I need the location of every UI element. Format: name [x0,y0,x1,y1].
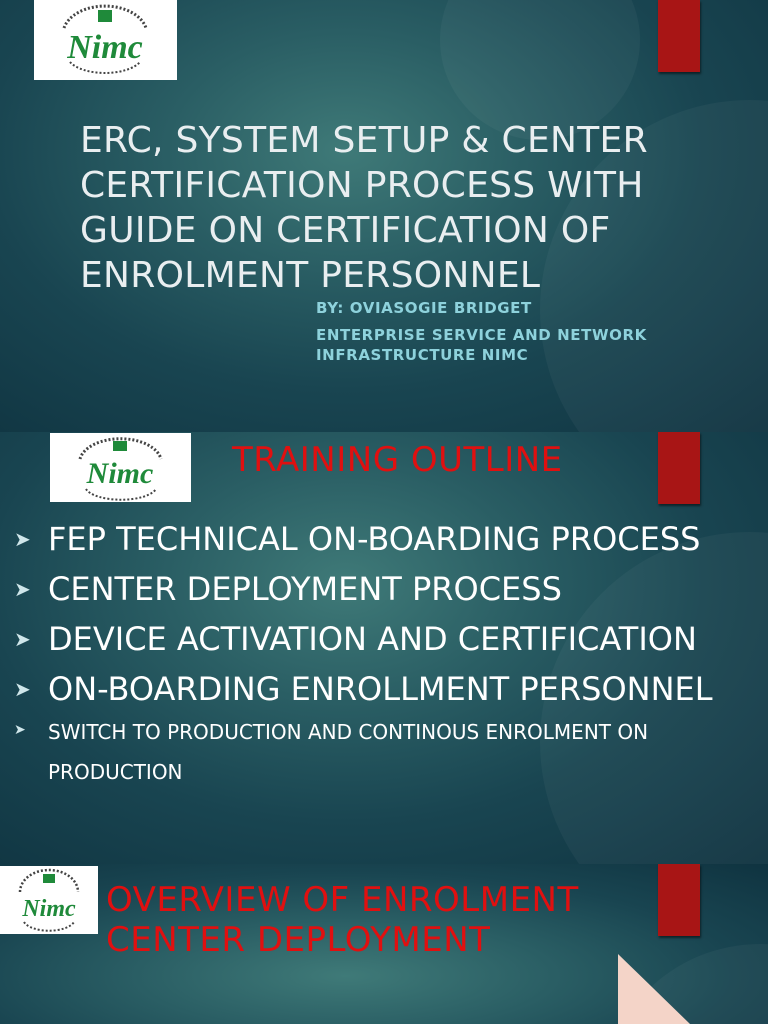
svg-text:Nimc: Nimc [22,896,76,922]
list-item [0,518,768,560]
outline-title: TRAINING OUTLINE [232,440,563,480]
chevron-right-icon: ➤ [14,527,31,551]
overview-title-line-2: CENTER DEPLOYMENT [106,920,491,960]
nimc-logo [34,0,177,80]
overview-title-line-1: OVERVIEW OF ENROLMENT [106,880,579,920]
chevron-right-icon: ➤ [14,722,26,738]
svg-text:Nimc: Nimc [86,457,154,490]
nimc-logo [50,433,191,502]
chevron-right-icon: ➤ [14,627,31,651]
list-item [0,712,768,792]
overview-title [106,880,579,960]
red-tab-decoration [658,432,700,504]
author-byline: BY: OVIASOGIE BRIDGET [316,299,532,317]
list-item [0,668,768,710]
chevron-right-icon: ➤ [14,577,31,601]
department-line-2: INFRASTRUCTURE NIMC [316,346,529,364]
nimc-logo [0,866,98,934]
list-item-text: FEP TECHNICAL ON-BOARDING PROCESS [48,520,701,558]
list-item [0,568,768,610]
list-item-text: CENTER DEPLOYMENT PROCESS [48,570,562,608]
department-line-1: ENTERPRISE SERVICE AND NETWORK [316,326,647,344]
svg-text:Nimc: Nimc [67,29,143,66]
chevron-right-icon: ➤ [14,677,31,701]
list-item-text: ON-BOARDING ENROLLMENT PERSONNEL [48,670,713,708]
list-item [0,618,768,660]
list-item-text: SWITCH TO PRODUCTION AND CONTINOUS ENROLMENT ON PRODUCTION [48,720,649,784]
list-item-text: DEVICE ACTIVATION AND CERTIFICATION [48,620,697,658]
red-tab-decoration [658,0,700,72]
outline-list [0,518,768,800]
presentation-title: ERC, SYSTEM SETUP & CENTER CERTIFICATION PROCESS WITH GUIDE ON CERTIFICATION OF ENROLMENT PERSONNEL [80,120,648,296]
